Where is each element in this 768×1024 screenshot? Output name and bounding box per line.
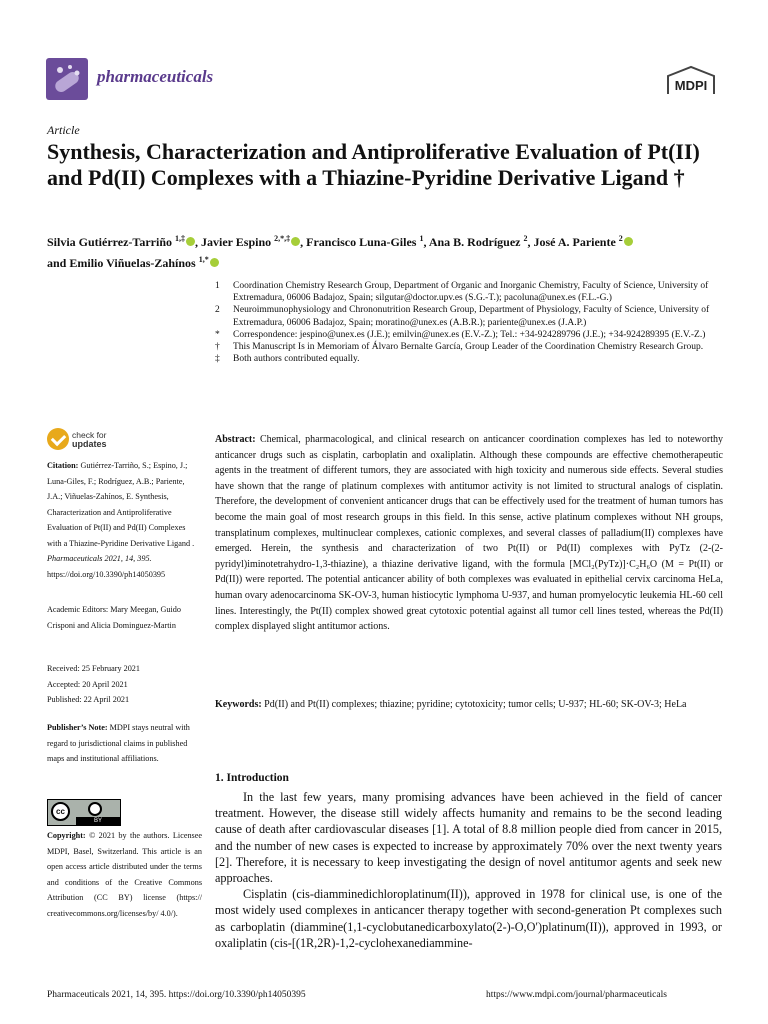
check-icon (47, 428, 69, 450)
dates-block (47, 661, 202, 708)
author-affiliation-sup: 1,* (198, 255, 209, 264)
author-name[interactable]: Francisco Luna-Giles (306, 235, 420, 249)
intro-paragraph-1: In the last few years, many promising advances have been achieved in the field of cancer treatment. However, the disease still widely affects humanity and remains to be the second leading cause of death after cardiovascular diseases [1]. A total of 8.8 million people died from cancer in 2015, and the number of new cases is expected to increase by approximately 70% over the next twenty years [2]. Therefore, it is necessary to keep investigating the design of novel antitumor agents and seek new approaches. (215, 790, 722, 886)
citation-label: Citation: (47, 461, 79, 470)
mdpi-logo-icon (662, 64, 720, 102)
affiliation-mark: * (215, 329, 220, 340)
date-accepted: Accepted: 20 April 2021 (47, 679, 128, 689)
author-list: Silvia Gutiérrez-Tarriño $^{1,\ddagger}$ , Javier Espino $^{2,*,\ddagger}$ , Francisco Luna-Giles $^1$, Ana B. Rodríguez $^2$, José A. Pariente $^2$ and Emilio Viñuelas-Zahínos $^{1,*}$ (47, 230, 737, 272)
affiliation-item (215, 353, 735, 365)
publisher-note-label: Publisher’s Note: (47, 723, 108, 732)
citation-doi-link[interactable]: https://doi.org/10.3390/ph14050395 (47, 569, 166, 579)
journal-logo (46, 58, 88, 100)
orcid-icon[interactable] (186, 237, 195, 246)
affiliation-mark: 1 (215, 281, 220, 291)
cc-by-license-badge[interactable] (47, 799, 121, 826)
affiliation-text: Neuroimmunophysiology and Chrononutrition Research Group, Department of Physiology, Faculty of Science, University of Extremadura, 06006 Badajoz, Spain; moratino@unex.es (A.B.R.); pariente@unex.es (J.A.P.) (233, 305, 710, 328)
affiliation-item (215, 304, 735, 328)
page-title: Synthesis, Characterization and Antiproliferative Evaluation of Pt(II) and Pd(II) Complexes with a Thiazine-Pyridine Derivative Ligand † (47, 139, 700, 190)
affiliation-mark: ‡ (215, 354, 220, 365)
author-affiliation-sup: 1 (419, 234, 424, 243)
citation-journal-ref: Pharmaceuticals 2021, 14, 395. (47, 554, 152, 563)
attribution-icon (88, 802, 102, 816)
keywords-label: Keywords: (215, 699, 262, 710)
abstract-label: Abstract: (215, 434, 256, 445)
orcid-icon[interactable] (291, 237, 300, 246)
author-affiliation-sup: 2,*,‡ (274, 234, 291, 243)
affiliation-text: This Manuscript Is in Memoriam of Álvaro Bernalte García, Group Leader of the Coordination Chemistry Research Group. (233, 342, 704, 353)
orcid-icon[interactable] (210, 258, 219, 267)
abstract (215, 432, 723, 635)
check-label-1: check for (72, 430, 107, 440)
date-published: Published: 22 April 2021 (47, 695, 130, 704)
article-type: Article (47, 123, 80, 137)
check-label-2: updates (72, 439, 107, 449)
publisher-note-text: MDPI stays neutral with regard to jurisdictional claims in published maps and institutional affiliations. (47, 723, 190, 763)
author-name[interactable]: José A. Pariente (533, 235, 619, 249)
keywords (215, 697, 723, 713)
affiliations (215, 280, 735, 365)
introduction-body (215, 789, 722, 951)
orcid-icon[interactable] (624, 237, 633, 246)
affiliation-text: Correspondence: jespino@unex.es (J.E.); emilvin@unex.es (E.V.-Z.); Tel.: +34-924289796 (J.E.); +34-924289395 (E.V.-Z.) (233, 329, 706, 340)
authors-joiner: and (47, 256, 70, 270)
date-received: Received: 25 February 2021 (47, 664, 140, 673)
cc-by-label: BY (76, 817, 120, 825)
author-name[interactable]: Ana B. Rodríguez (428, 235, 524, 249)
citation-text: Gutiérrez-Tarriño, S.; Espino, J.; Luna-Giles, F.; Rodríguez, A.B.; Pariente, J.A.; Viñuelas-Zahínos, E. Synthesis, Characterization and Antiproliferative Evaluation of Pt(II) and Pd(II) Complexes with a Thiazine-Pyridine Derivative Ligand . (47, 461, 195, 548)
author-affiliation-sup: 2 (523, 234, 528, 243)
author-name[interactable]: Emilio Viñuelas-Zahínos (69, 256, 199, 270)
affiliation-item (215, 280, 735, 304)
publisher-note (47, 720, 202, 767)
footer-journal-url[interactable]: https://www.mdpi.com/journal/pharmaceuticals (486, 990, 667, 1000)
cc-icon: cc (51, 802, 70, 821)
mdpi-logo[interactable] (662, 64, 720, 102)
affiliation-text: Coordination Chemistry Research Group, Department of Organic and Inorganic Chemistry, Faculty of Science, University of Extremadura, 06006 Badajoz, Spain; silgutar@doctor.upv.es (S.G.-T.); pacoluna@unex.es (F.L.-G.) (233, 281, 709, 304)
affiliation-item (215, 329, 735, 341)
affiliation-item (215, 341, 735, 353)
intro-paragraph-2: Cisplatin (cis-diamminedichloroplatinum(II)), approved in 1978 for clinical use, is one of the most widely used complexes in anticancer therapy together with second-generation Pt complexes such as carboplatin (diammine(1,1-cyclobutanedicarboxylato(2-)-O,O′)platinum(II)), approved in 1993, or oxaliplatin (cis-[(1R,2R)-1,2-cyclohexanediammine- (215, 887, 722, 950)
author-name[interactable]: Javier Espino (201, 235, 275, 249)
section-heading: 1. Introduction (215, 772, 289, 784)
author-name[interactable]: Silvia Gutiérrez-Tarriño (47, 235, 175, 249)
abstract-text: Chemical, pharmacological, and clinical research on anticancer coordination complexes has led to noteworthy anticancer drugs such as cisplatin, carboplatin and oxaliplatin. Although these compounds are effective chemotherapeutic agents in the treatment of different tumors, they are associated with high toxicity and numerous side effects. Several studies have shown that the range of platinum complexes with antitumor activity is not limited to structural analogs of cisplatin. Therefore, the development of convenient anticancer drugs that can be effectively used for the treatment of human tumors has become the main goal of most research groups in this field. In this sense, active platinum complexes without NH groups, transplatinum complexes, multinuclear complexes, cationic complexes, and several classes of palladium(II) complexes have emerged. Herein, the synthesis and characterization of two Pt(II) or Pd(II) complexes with PyTz (2-(2-pyridyl)iminotetrahydro-1,3-thiazine), a thiazine derivative ligand, with the formula [MCl₂(PyTz)]·C₂H₆O (M = Pt(II) or Pd(II)) were reported. The potential anticancer ability of both complexes was evaluated in epithelial cervix carcinoma HeLa, human ovary adenocarcinoma SK-OV-3, human histiocytic lymphoma U-937, and human promyelocytic leukemia HL-60 cell lines. Interestingly, the Pt(II) complex showed great cytotoxic potential against all tumor cell lines tested, whereas the Pd(II) complex displayed slight antitumor actions. (215, 434, 723, 633)
author-affiliation-sup: 1,‡ (175, 234, 185, 243)
affiliation-text: Both authors contributed equally. (233, 354, 360, 365)
check-for-updates-button[interactable] (47, 428, 167, 452)
affiliation-mark: 2 (215, 305, 220, 316)
affiliation-mark: † (215, 342, 220, 353)
footer-citation[interactable]: Pharmaceuticals 2021, 14, 395. https://doi.org/10.3390/ph14050395 (47, 990, 306, 1000)
author-affiliation-sup: 2 (618, 234, 623, 243)
copyright-label: Copyright: (47, 831, 86, 840)
copyright-text: © 2021 by the authors. Licensee MDPI, Basel, Switzerland. This article is an open access article distributed under the terms and conditions of the Creative Commons Attribution (CC BY) license (https:// creativecommons.org/licenses/by/ 4.0/). (47, 831, 203, 918)
copyright-block (47, 828, 202, 921)
citation-block (47, 458, 202, 582)
journal-name[interactable]: pharmaceuticals (97, 67, 214, 86)
pill-icon (46, 58, 88, 100)
academic-editors: Academic Editors: Mary Meegan, Guido Crisponi and Alicia Dominguez-Martin (47, 605, 181, 630)
svg-text:MDPI: MDPI (674, 78, 708, 93)
keywords-text: Pd(II) and Pt(II) complexes; thiazine; pyridine; cytotoxicity; tumor cells; U-937; HL-60; SK-OV-3; HeLa (264, 699, 687, 710)
